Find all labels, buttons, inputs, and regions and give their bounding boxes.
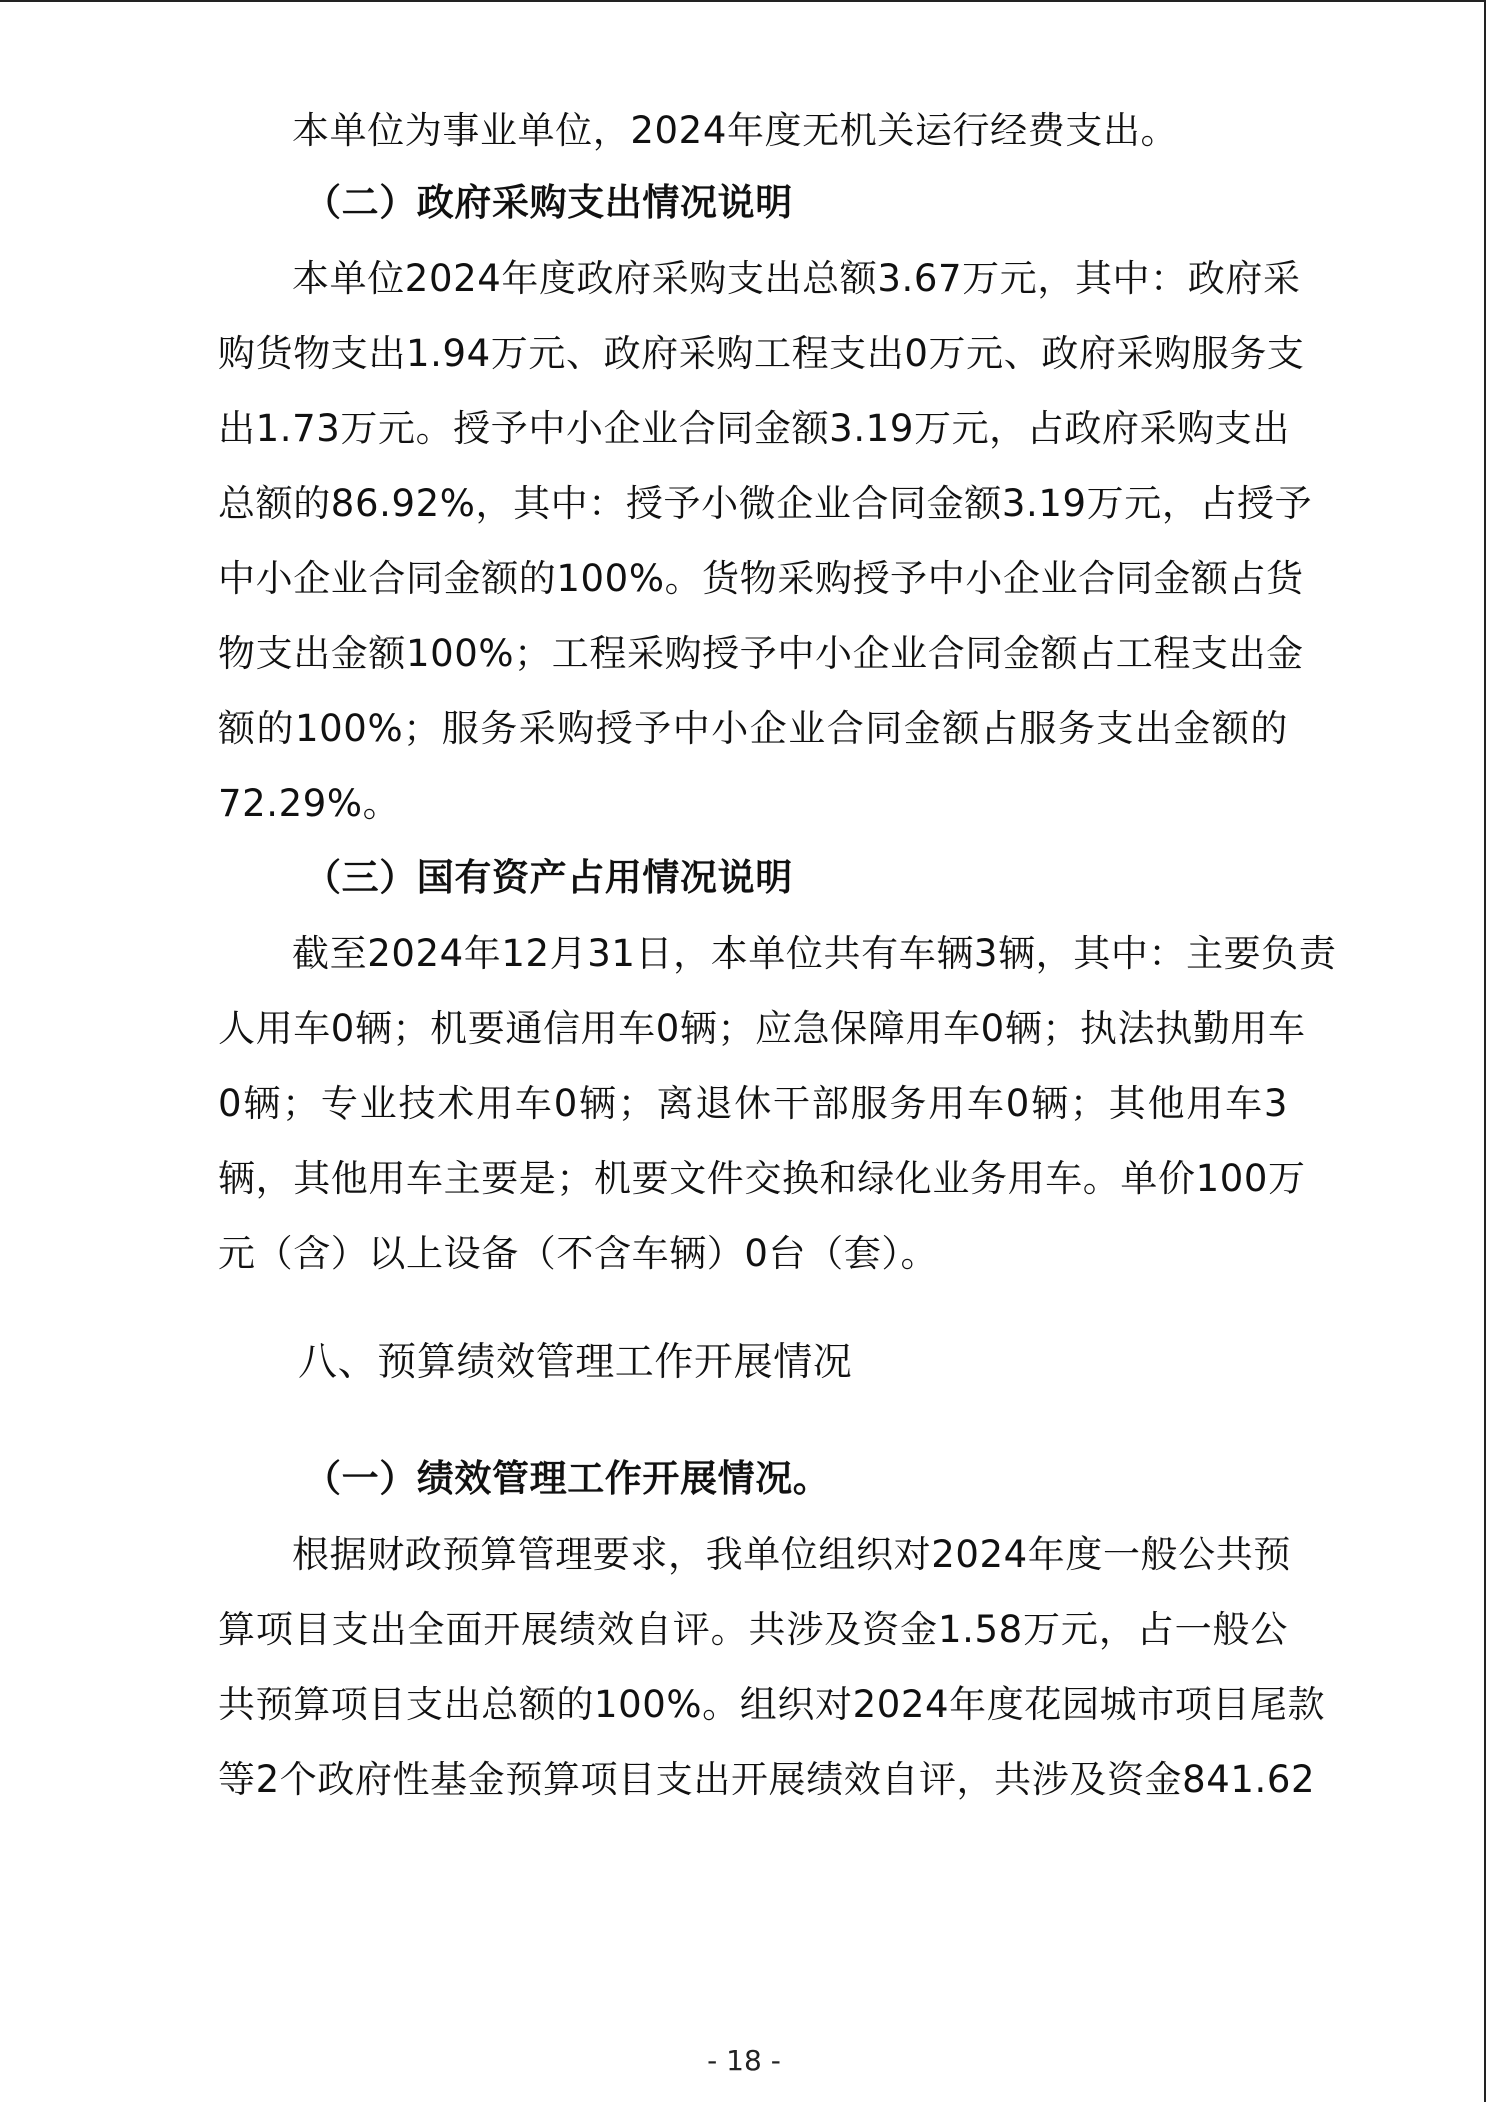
paragraph-line: 共预算项目支出总额的100%。组织对2024年度花园城市项目尾款 — [218, 1683, 1326, 1726]
paragraph-line: 截至2024年12月31日，本单位共有车辆3辆，其中：主要负责 — [292, 932, 1337, 975]
paragraph-line: 0辆；专业技术用车0辆；离退休干部服务用车0辆；其他用车3 — [218, 1082, 1288, 1125]
paragraph-line: 出1.73万元。授予中小企业合同金额3.19万元，占政府采购支出 — [218, 407, 1290, 450]
paragraph-line: 元（含）以上设备（不含车辆）0台（套）。 — [218, 1232, 939, 1275]
paragraph-line: 总额的86.92%，其中：授予小微企业合同金额3.19万元，占授予 — [218, 482, 1313, 525]
chapter-heading: 八、预算绩效管理工作开展情况 — [298, 1340, 853, 1385]
section-heading: （三）国有资产占用情况说明 — [304, 856, 793, 899]
paragraph-line: 购货物支出1.94万元、政府采购工程支出0万元、政府采购服务支 — [218, 332, 1305, 375]
paragraph-line: 等2个政府性基金预算项目支出开展绩效自评，共涉及资金841.62 — [218, 1758, 1316, 1801]
paragraph-line: 额的100%；服务采购授予中小企业合同金额占服务支出金额的 — [218, 707, 1288, 750]
paragraph-line: 人用车0辆；机要通信用车0辆；应急保障用车0辆；执法执勤用车 — [218, 1007, 1306, 1050]
paragraph-line: 本单位2024年度政府采购支出总额3.67万元，其中：政府采 — [292, 257, 1301, 300]
paragraph-line: 本单位为事业单位，2024年度无机关运行经费支出。 — [292, 109, 1179, 152]
page-number: - 18 - — [707, 2044, 781, 2077]
section-heading: （二）政府采购支出情况说明 — [304, 181, 793, 224]
paragraph-line: 辆，其他用车主要是；机要文件交换和绿化业务用车。单价100万 — [218, 1157, 1306, 1200]
paragraph-line: 物支出金额100%；工程采购授予中小企业合同金额占工程支出金 — [218, 632, 1304, 675]
paragraph-line: 72.29%。 — [218, 782, 401, 825]
paragraph-line: 根据财政预算管理要求，我单位组织对2024年度一般公共预 — [292, 1533, 1291, 1576]
paragraph-line: 中小企业合同金额的100%。货物采购授予中小企业合同金额占货 — [218, 557, 1304, 600]
section-heading: （一）绩效管理工作开展情况。 — [304, 1457, 831, 1500]
paragraph-line: 算项目支出全面开展绩效自评。共涉及资金1.58万元，占一般公 — [218, 1608, 1288, 1651]
